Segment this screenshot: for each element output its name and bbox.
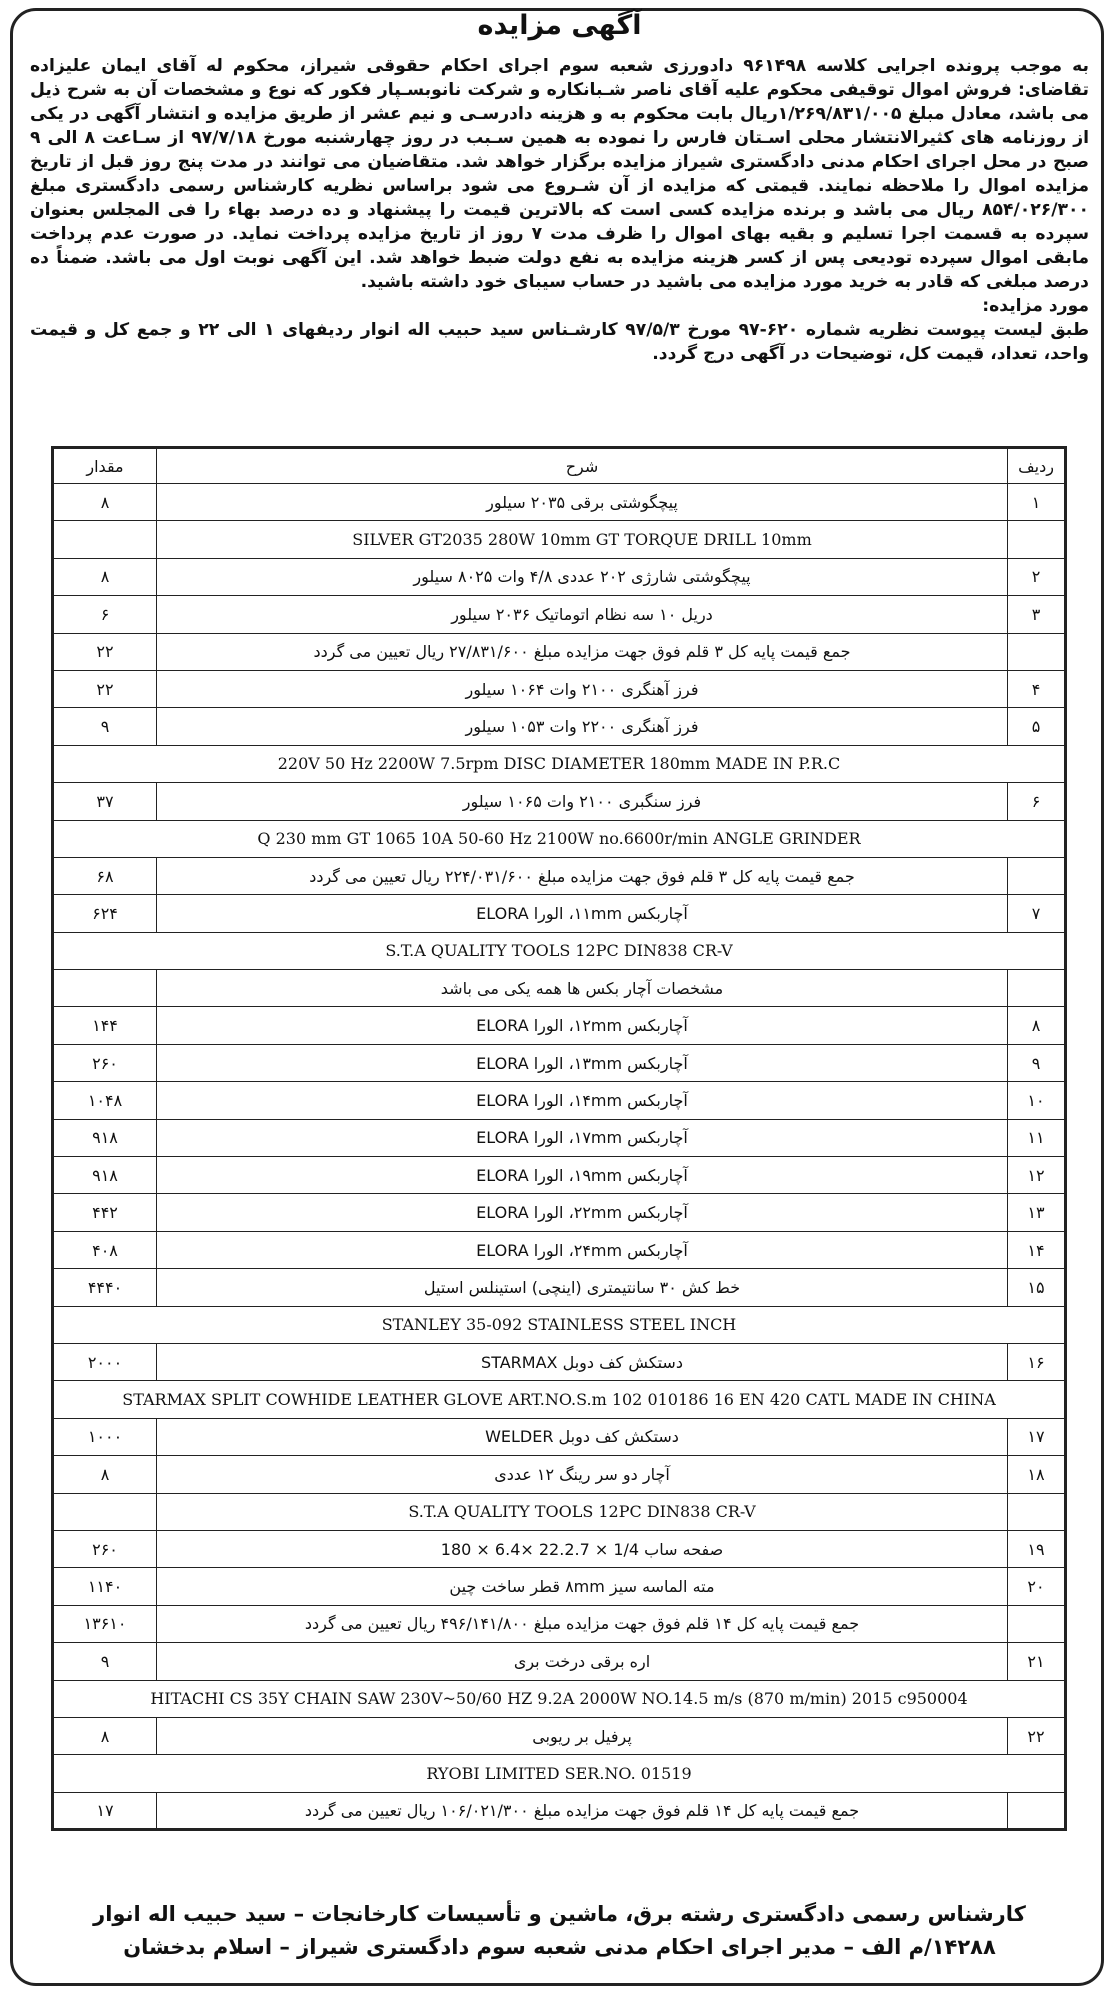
description-cell: مته الماسه سیز ۸mm قطر ساخت چین: [157, 1568, 1008, 1605]
row-number-cell: ۶: [1008, 783, 1066, 820]
quantity-cell: ۲۶۰: [53, 1530, 157, 1567]
description-cell: فرز آهنگری ۲۲۰۰ وات ۱۰۵۳ سیلور: [157, 708, 1008, 745]
quantity-cell: ۶۸: [53, 857, 157, 894]
table-row: [53, 596, 1066, 633]
description-cell: صفحه ساب 1/4 × 22.2.7 ×6.4 × 180: [157, 1530, 1008, 1567]
description-cell: جمع قیمت پایه کل ۱۴ قلم فوق جهت مزایده مبلغ ۱۰۶/۰۲۱/۳۰۰ ریال تعیین می گردد: [157, 1792, 1008, 1829]
table-row: [53, 970, 1066, 1007]
table-row: [53, 1157, 1066, 1194]
table-row: [53, 521, 1066, 558]
description-cell: آچاربکس ۲۲mm، الورا ELORA: [157, 1194, 1008, 1231]
table-header-row: [53, 448, 1066, 484]
row-number-cell: [1008, 633, 1066, 670]
description-cell: دریل ۱۰ سه نظام اتوماتیک ۲۰۳۶ سیلور: [157, 596, 1008, 633]
quantity-cell: ۱۴۴: [53, 1007, 157, 1044]
quantity-cell: ۳۷: [53, 783, 157, 820]
description-cell: آچاربکس ۱۷mm، الورا ELORA: [157, 1119, 1008, 1156]
description-cell: دستکش کف دوبل STARMAX: [157, 1343, 1008, 1380]
row-number-cell: ۱۴: [1008, 1231, 1066, 1268]
row-number-cell: [1008, 521, 1066, 558]
spec-cell: S.T.A QUALITY TOOLS 12PC DIN838 CR-V: [53, 932, 1066, 969]
description-cell: فرز آهنگری ۲۱۰۰ وات ۱۰۶۴ سیلور: [157, 670, 1008, 707]
row-number-cell: ۲۱: [1008, 1643, 1066, 1680]
table-row: [53, 1493, 1066, 1530]
row-number-cell: ۱۱: [1008, 1119, 1066, 1156]
table-row: [53, 1605, 1066, 1642]
row-number-cell: ۱۸: [1008, 1456, 1066, 1493]
quantity-cell: ۲۶۰: [53, 1044, 157, 1081]
row-number-cell: [1008, 970, 1066, 1007]
table-row: [53, 1643, 1066, 1680]
row-number-cell: ۱۰: [1008, 1082, 1066, 1119]
table-row: [53, 857, 1066, 894]
row-number-cell: ۱۹: [1008, 1530, 1066, 1567]
table-row: [53, 745, 1066, 782]
row-number-cell: [1008, 1493, 1066, 1530]
manager-signature-line: ۱۴۲۸۸/م الف – مدیر اجرای احکام مدنی شعبه سوم دادگستری شیراز – اسلام بدخشان: [123, 1935, 996, 1959]
table-body: [53, 484, 1066, 1830]
quantity-cell: [53, 970, 157, 1007]
table-row: [53, 633, 1066, 670]
quantity-cell: ۸: [53, 558, 157, 595]
spec-cell: STANLEY 35-092 STAINLESS STEEL INCH: [53, 1306, 1066, 1343]
row-number-cell: ۵: [1008, 708, 1066, 745]
spec-cell: HITACHI CS 35Y CHAIN SAW 230V~50/60 HZ 9.2A 2000W NO.14.5 m/s (870 m/min) 2015 c950004: [53, 1680, 1066, 1717]
table-row: [53, 1717, 1066, 1754]
quantity-cell: ۱۳۶۱۰: [53, 1605, 157, 1642]
quantity-cell: ۸: [53, 1717, 157, 1754]
table-row: [53, 708, 1066, 745]
description-cell: آچاربکس ۱۲mm، الورا ELORA: [157, 1007, 1008, 1044]
table-row: [53, 820, 1066, 857]
row-number-cell: ۱۷: [1008, 1418, 1066, 1455]
description-cell: جمع قیمت پایه کل ۳ قلم فوق جهت مزایده مبلغ ۲۷/۸۳۱/۶۰۰ ریال تعیین می گردد: [157, 633, 1008, 670]
row-number-cell: ۷: [1008, 895, 1066, 932]
row-number-cell: ۱۳: [1008, 1194, 1066, 1231]
quantity-cell: ۸: [53, 1456, 157, 1493]
table-row: [53, 1418, 1066, 1455]
notice-paragraph: به موجب پرونده اجرایی کلاسه ۹۶۱۴۹۸ دادورزی شعبه سوم اجرای احکام حقوقی شیراز، محکوم له آقای ایمان علیزاده تقاضای: فروش اموال توقیفی محکوم علیه آقای ناصر شـبانکاره و شرکت نانوبسـپار فکور که نوع و مشخصات آن به شرح ذیل می باشد، معادل مبلغ ۱/۲۶۹/۸۳۱/۰۰۵ریال بابت محکوم به و هزینه دادرسـی و نیم عشر از طریق مزایده و انتشار آگهی در یکی از روزنامه های کثیرالانتشار محلی اسـتان فارس را نموده به همین سـبب در روز چهارشنبه مورخ ۹۷/۷/۱۸ از سـاعت ۸ الی ۹ صبح در محل اجرای احکام مدنی دادگستری شیراز مزایده برگزار خواهد شد. متقاضیان می توانند در مدت پنج روز قبل از تاریخ مزایده اموال را ملاحظه نمایند. قیمتی که مزایده از آن شـروع می شود براساس نظریه کارشناس رسمی دادگستری مبلغ ۸۵۴/۰۲۶/۳۰۰ ریال می باشد و برنده مزایده کسی است که بالاترین قیمت را پیشنهاد و ده درصد بهاء را فی المجلس بعنوان سپرده به قسمت اجرا تسلیم و بقیه بهای اموال را ظرف مدت ۷ روز از تاریخ مزایده پرداخت نماید. در صورت عدم پرداخت مابقی اموال سپرده تودیعی پس از کسر هزینه مزایده به نفع دولت ضبط خواهد شد. این آگهی نوبت اول می باشد. ضمناً ده درصد مبلغی که قادر به خرید مورد مزایده می باشید در حساب سیبای خود داشته باشید.: [30, 56, 1090, 292]
table-row: [53, 1007, 1066, 1044]
row-number-cell: ۱۲: [1008, 1157, 1066, 1194]
quantity-cell: ۶: [53, 596, 157, 633]
description-cell: دستکش کف دوبل WELDER: [157, 1418, 1008, 1455]
expert-signature-line: کارشناس رسمی دادگستری رشته برق، ماشین و تأسیسات کارخانجات – سید حبیب اله انوار: [93, 1902, 1026, 1926]
quantity-cell: ۹۱۸: [53, 1119, 157, 1156]
row-number-cell: ۲۲: [1008, 1717, 1066, 1754]
row-number-cell: ۱۵: [1008, 1269, 1066, 1306]
description-cell: آچاربکس ۲۴mm، الورا ELORA: [157, 1231, 1008, 1268]
quantity-cell: ۹۱۸: [53, 1157, 157, 1194]
auction-items-table: [51, 446, 1067, 1831]
quantity-cell: ۱۷: [53, 1792, 157, 1829]
spec-cell: 220V 50 Hz 2200W 7.5rpm DISC DIAMETER 180mm MADE IN P.R.C: [53, 745, 1066, 782]
table-row: [53, 1680, 1066, 1717]
table-row: [53, 1306, 1066, 1343]
row-number-cell: ۴: [1008, 670, 1066, 707]
quantity-cell: ۴۴۴۰: [53, 1269, 157, 1306]
table-row: [53, 1381, 1066, 1418]
table-row: [53, 1755, 1066, 1792]
table-row: [53, 1119, 1066, 1156]
quantity-cell: ۱۰۴۸: [53, 1082, 157, 1119]
description-cell: فرز سنگبری ۲۱۰۰ وات ۱۰۶۵ سیلور: [157, 783, 1008, 820]
quantity-cell: [53, 1493, 157, 1530]
header-description: شرح: [157, 448, 1008, 484]
table-row: [53, 1568, 1066, 1605]
row-number-cell: ۸: [1008, 1007, 1066, 1044]
spec-cell: STARMAX SPLIT COWHIDE LEATHER GLOVE ART.NO.S.m 102 010186 16 EN 420 CATL MADE IN CHINA: [53, 1381, 1066, 1418]
row-number-cell: [1008, 1605, 1066, 1642]
description-cell: آچار دو سر رینگ ۱۲ عددی: [157, 1456, 1008, 1493]
spec-cell: RYOBI LIMITED SER.NO. 01519: [53, 1755, 1066, 1792]
row-number-cell: ۲۰: [1008, 1568, 1066, 1605]
quantity-cell: ۸: [53, 484, 157, 521]
table-row: [53, 1530, 1066, 1567]
row-number-cell: [1008, 1792, 1066, 1829]
description-cell: آچاربکس ۱۹mm، الورا ELORA: [157, 1157, 1008, 1194]
notice-paragraph: طبق لیست پیوست نظریه شماره ۶۲۰-۹۷ مورخ ۹۷/۵/۳ کارشـناس سید حبیب اله انوار ردیفهای ۱ الی ۲۲ و جمع کل و قیمت واحد، تعداد، قیمت کل، توضیحات در آگهی درج گردد.: [30, 320, 1090, 364]
quantity-cell: ۹: [53, 1643, 157, 1680]
table-row: [53, 1456, 1066, 1493]
description-cell: پیچگوشتی شارژی ۲۰۲ عددی ۴/۸ وات ۸۰۲۵ سیلور: [157, 558, 1008, 595]
description-cell: پرفیل بر ریوبی: [157, 1717, 1008, 1754]
quantity-cell: ۴۴۲: [53, 1194, 157, 1231]
table-row: [53, 558, 1066, 595]
description-cell: مشخصات آچار بکس ها همه یکی می باشد: [157, 970, 1008, 1007]
notice-body: [30, 54, 1089, 366]
table-row: [53, 670, 1066, 707]
table-row: [53, 1194, 1066, 1231]
row-number-cell: ۱۶: [1008, 1343, 1066, 1380]
table-row: [53, 932, 1066, 969]
header-quantity: مقدار: [53, 448, 157, 484]
notice-title: آگهی مزایده: [477, 10, 642, 41]
row-number-cell: [1008, 857, 1066, 894]
table-row: [53, 1343, 1066, 1380]
spec-cell: Q 230 mm GT 1065 10A 50-60 Hz 2100W no.6600r/min ANGLE GRINDER: [53, 820, 1066, 857]
quantity-cell: ۶۲۴: [53, 895, 157, 932]
table-row: [53, 484, 1066, 521]
row-number-cell: ۲: [1008, 558, 1066, 595]
quantity-cell: ۲۰۰۰: [53, 1343, 157, 1380]
table-row: [53, 1792, 1066, 1829]
description-cell: جمع قیمت پایه کل ۱۴ قلم فوق جهت مزایده مبلغ ۴۹۶/۱۴۱/۸۰۰ ریال تعیین می گردد: [157, 1605, 1008, 1642]
description-cell: آچاربکس ۱۳mm، الورا ELORA: [157, 1044, 1008, 1081]
description-cell: SILVER GT2035 280W 10mm GT TORQUE DRILL 10mm: [157, 521, 1008, 558]
quantity-cell: [53, 521, 157, 558]
description-cell: اره برقی درخت بری: [157, 1643, 1008, 1680]
description-cell: آچاربکس ۱۱mm، الورا ELORA: [157, 895, 1008, 932]
quantity-cell: ۱۱۴۰: [53, 1568, 157, 1605]
row-number-cell: ۳: [1008, 596, 1066, 633]
table-row: [53, 783, 1066, 820]
quantity-cell: ۴۰۸: [53, 1231, 157, 1268]
quantity-cell: ۹: [53, 708, 157, 745]
table-row: [53, 1044, 1066, 1081]
table-row: [53, 1231, 1066, 1268]
quantity-cell: ۲۲: [53, 633, 157, 670]
table-row: [53, 1269, 1066, 1306]
row-number-cell: ۹: [1008, 1044, 1066, 1081]
description-cell: خط کش ۳۰ سانتیمتری (اینچی) استینلس استیل: [157, 1269, 1008, 1306]
auction-item-heading: مورد مزایده:: [982, 296, 1089, 316]
table-row: [53, 895, 1066, 932]
description-cell: پیچگوشتی برقی ۲۰۳۵ سیلور: [157, 484, 1008, 521]
description-cell: جمع قیمت پایه کل ۳ قلم فوق جهت مزایده مبلغ ۲۲۴/۰۳۱/۶۰۰ ریال تعیین می گردد: [157, 857, 1008, 894]
header-row-number: ردیف: [1008, 448, 1066, 484]
description-cell: S.T.A QUALITY TOOLS 12PC DIN838 CR-V: [157, 1493, 1008, 1530]
table-row: [53, 1082, 1066, 1119]
quantity-cell: ۱۰۰۰: [53, 1418, 157, 1455]
row-number-cell: ۱: [1008, 484, 1066, 521]
quantity-cell: ۲۲: [53, 670, 157, 707]
notice-footer: [0, 1898, 1119, 1964]
description-cell: آچاربکس ۱۴mm، الورا ELORA: [157, 1082, 1008, 1119]
